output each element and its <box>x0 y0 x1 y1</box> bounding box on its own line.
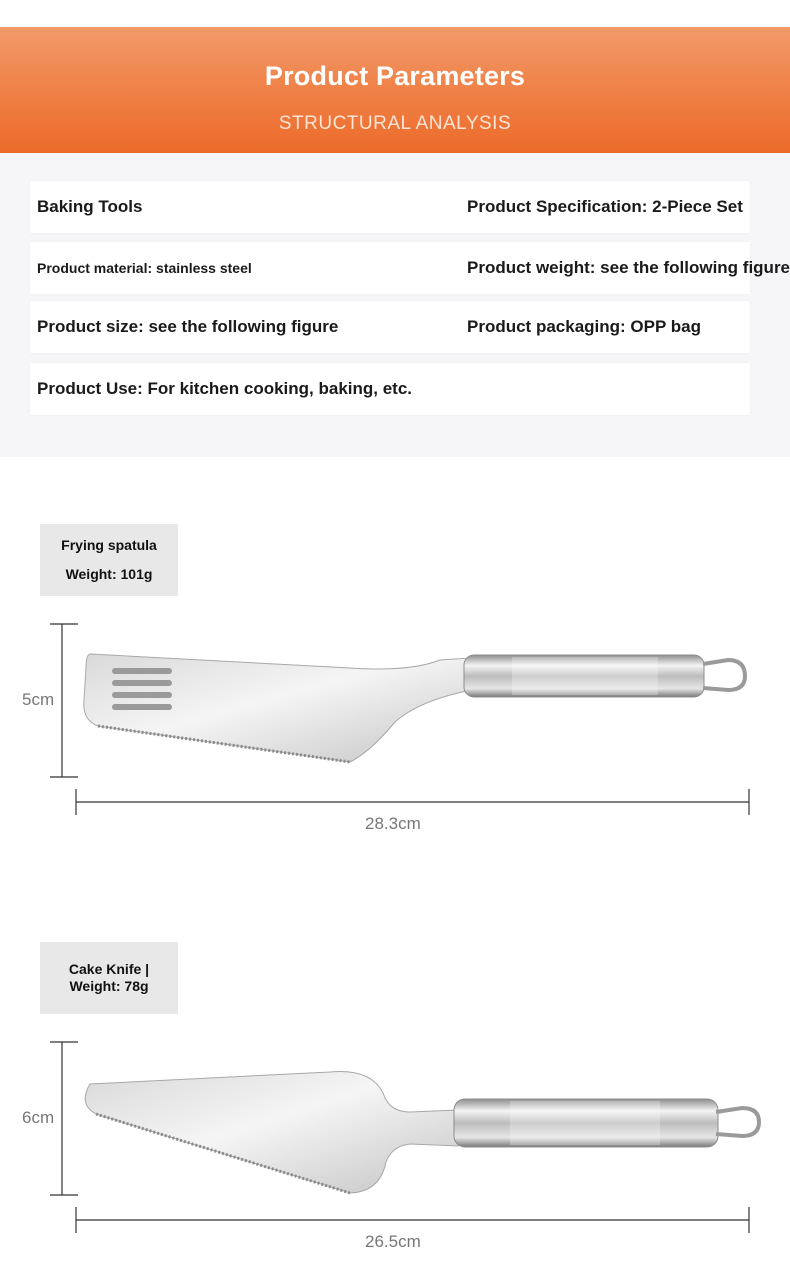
param-category: Baking Tools <box>37 197 143 216</box>
knife-name: Cake Knife | <box>68 960 150 977</box>
cake-knife-image <box>85 1072 759 1193</box>
spatula-length-label: 28.3cm <box>365 814 421 833</box>
param-material: Product material: stainless steel <box>37 260 252 276</box>
knife-weight: Weight: 78g <box>69 978 149 994</box>
spatula-height-label: 5cm <box>22 690 55 709</box>
param-size: Product size: see the following figure <box>37 317 339 336</box>
knife-height-label: 6cm <box>22 1108 55 1127</box>
spatula-weight: Weight: 101g <box>65 566 153 582</box>
knife-length-label: 26.5cm <box>365 1232 421 1251</box>
spatula-image <box>84 654 745 762</box>
spatula-height-dimension <box>50 624 78 777</box>
knife-length-dimension <box>76 1207 749 1233</box>
knife-height-dimension <box>50 1042 78 1195</box>
param-use: Product Use: For kitchen cooking, baking, etc. <box>37 379 413 398</box>
param-weight: Product weight: see the following figure <box>467 258 790 277</box>
spatula-length-dimension <box>76 789 749 815</box>
spatula-name: Frying spatula <box>61 536 157 553</box>
page-title: Product Parameters <box>264 61 526 91</box>
param-packaging: Product packaging: OPP bag <box>467 317 701 336</box>
page-subtitle: STRUCTURAL ANALYSIS <box>278 113 512 134</box>
param-specification: Product Specification: 2-Piece Set <box>467 197 743 216</box>
